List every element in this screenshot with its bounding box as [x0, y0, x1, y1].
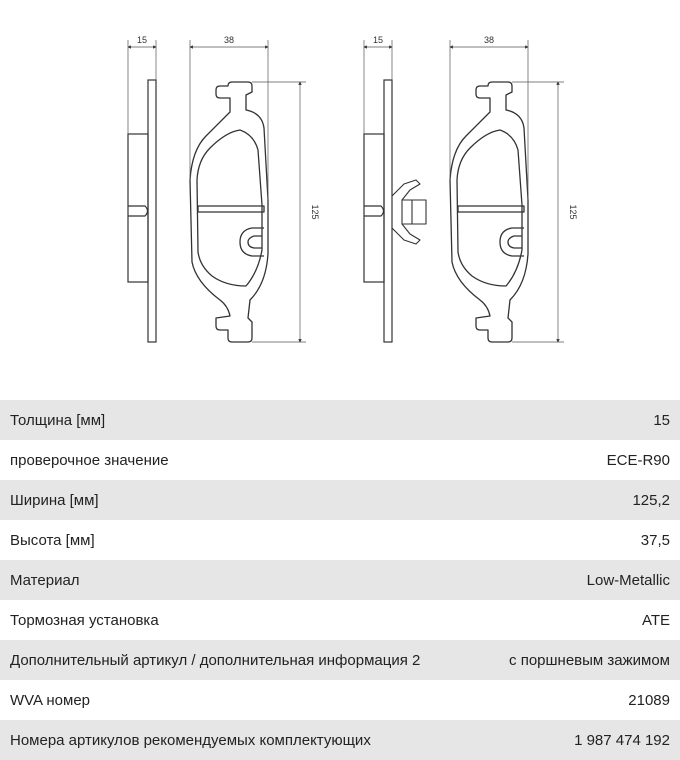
left-thickness-dimension [128, 40, 156, 134]
left-width-dimension [190, 40, 268, 200]
table-row [0, 600, 680, 640]
spec-label: Материал [0, 560, 460, 600]
spec-label: Толщина [мм] [0, 400, 460, 440]
table-row [0, 520, 680, 560]
spec-value: ECE-R90 [460, 440, 680, 480]
spec-value: 37,5 [460, 520, 680, 560]
table-row [0, 400, 680, 440]
right-side-profile [364, 80, 392, 342]
right-width-label: 38 [483, 35, 495, 45]
right-height-label: 125 [568, 204, 578, 220]
spring-clip [392, 180, 426, 244]
spec-value: с поршневым зажимом [460, 640, 680, 680]
spec-label: Дополнительный артикул / дополнительная информация 2 [0, 640, 460, 680]
right-front-outline [450, 82, 528, 342]
spec-value: Low-Metallic [460, 560, 680, 600]
spec-value: 1 987 474 192 [460, 720, 680, 760]
spec-label: WVA номер [0, 680, 460, 720]
table-row [0, 480, 680, 520]
left-side-profile [128, 80, 156, 342]
specs-table [0, 400, 680, 760]
left-height-label: 125 [310, 204, 320, 220]
table-row [0, 640, 680, 680]
left-thickness-label: 15 [136, 35, 148, 45]
table-row [0, 440, 680, 480]
table-row [0, 560, 680, 600]
spec-value: 15 [460, 400, 680, 440]
spec-label: Тормозная установка [0, 600, 460, 640]
spec-value: 125,2 [460, 480, 680, 520]
table-row [0, 720, 680, 760]
left-width-label: 38 [223, 35, 235, 45]
right-thickness-dimension [364, 40, 392, 134]
left-front-outline [190, 82, 268, 342]
right-width-dimension [450, 40, 528, 200]
left-pad-view [128, 35, 320, 342]
spec-label: Высота [мм] [0, 520, 460, 560]
spec-label: Ширина [мм] [0, 480, 460, 520]
spec-value: 21089 [460, 680, 680, 720]
right-thickness-label: 15 [372, 35, 384, 45]
spec-label: Номера артикулов рекомендуемых комплектующих [0, 720, 460, 760]
spec-label: проверочное значение [0, 440, 460, 480]
spec-value: ATE [460, 600, 680, 640]
table-row [0, 680, 680, 720]
right-pad-view [364, 35, 578, 342]
